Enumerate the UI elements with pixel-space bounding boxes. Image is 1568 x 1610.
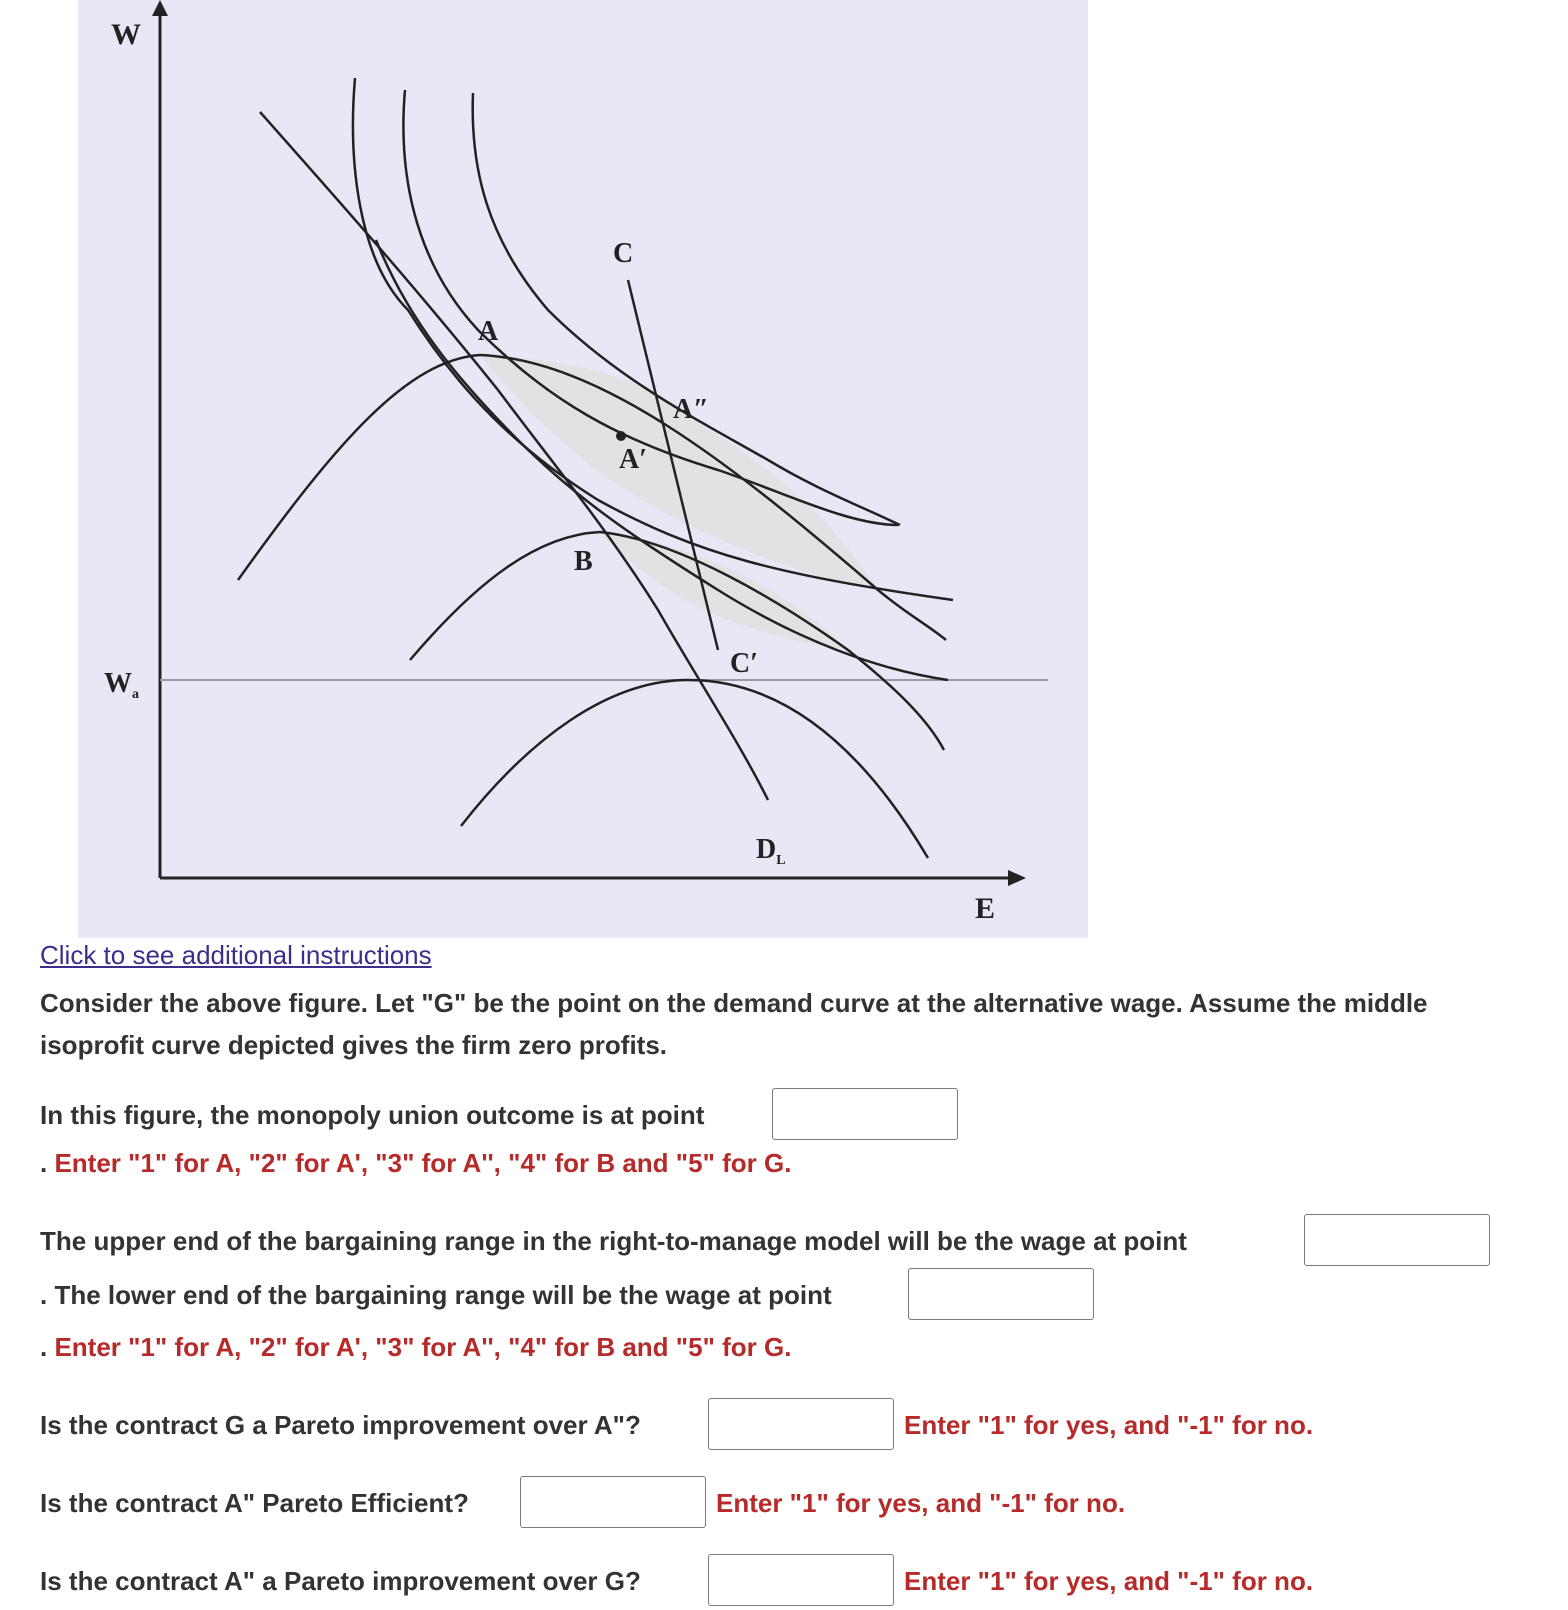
intro-line-1: Consider the above figure. Let "G" be the point on the demand curve at the alternative wage. Assume the middle <box>40 988 1428 1018</box>
q2-hint: Enter "1" for A, "2" for A', "3" for A'', "4" for B and "5" for G. <box>47 1332 792 1362</box>
q2-upper-input[interactable] <box>1304 1214 1490 1266</box>
q5-hint: Enter "1" for yes, and "-1" for no. <box>904 1566 1314 1596</box>
point-a-prime-dot <box>616 431 626 441</box>
q3-text: Is the contract G a Pareto improvement over A"? <box>40 1410 641 1440</box>
alt-wage-label: $W_a$ <box>104 668 139 702</box>
point-c-label: C <box>613 238 634 269</box>
q3-answer-input[interactable] <box>708 1398 894 1450</box>
additional-instructions-link[interactable]: Click to see additional instructions <box>40 940 432 970</box>
y-axis-label: W <box>111 18 141 51</box>
isoprofit-curve-bottom <box>461 680 928 858</box>
q1-dot: . <box>40 1148 48 1178</box>
q2-dot-2: . <box>40 1332 48 1362</box>
q2-lower-input[interactable] <box>908 1268 1094 1320</box>
point-c-prime-label: C′ <box>730 648 759 679</box>
point-a-prime-label: A′ <box>619 444 648 475</box>
q2-text-lower: The lower end of the bargaining range will be the wage at point <box>47 1280 832 1310</box>
x-axis-arrow <box>1008 870 1026 886</box>
q5-answer-input[interactable] <box>708 1554 894 1606</box>
q2-hint-line <box>40 1326 791 1368</box>
q5-text: Is the contract A" a Pareto improvement over G? <box>40 1566 641 1596</box>
demand-label: $D_L$ <box>756 834 786 868</box>
q4-answer-input[interactable] <box>520 1476 706 1528</box>
figure-svg <box>78 0 1088 938</box>
point-b-label: B <box>574 546 593 577</box>
q1-hint-line <box>40 1142 791 1184</box>
point-a-double-label: A″ <box>673 394 709 425</box>
q4-text: Is the contract A" Pareto Efficient? <box>40 1488 469 1518</box>
y-axis-arrow <box>152 0 168 16</box>
point-a-label: A <box>478 316 499 347</box>
q1-text: In this figure, the monopoly union outcome is at point <box>40 1100 705 1130</box>
q1-hint: Enter "1" for A, "2" for A', "3" for A'', "4" for B and "5" for G. <box>47 1148 792 1178</box>
q2-dot-1: . <box>40 1280 48 1310</box>
union-model-figure <box>78 0 1088 938</box>
q4-hint: Enter "1" for yes, and "-1" for no. <box>716 1488 1126 1518</box>
q3-hint: Enter "1" for yes, and "-1" for no. <box>904 1410 1314 1440</box>
x-axis-label: E <box>975 892 996 925</box>
intro-line-2: isoprofit curve depicted gives the firm zero profits. <box>40 1030 668 1060</box>
q2-text-upper: The upper end of the bargaining range in the right-to-manage model will be the wage at point <box>40 1226 1187 1256</box>
q2-text-lower-line <box>40 1274 832 1316</box>
q1-answer-input[interactable] <box>772 1088 958 1140</box>
